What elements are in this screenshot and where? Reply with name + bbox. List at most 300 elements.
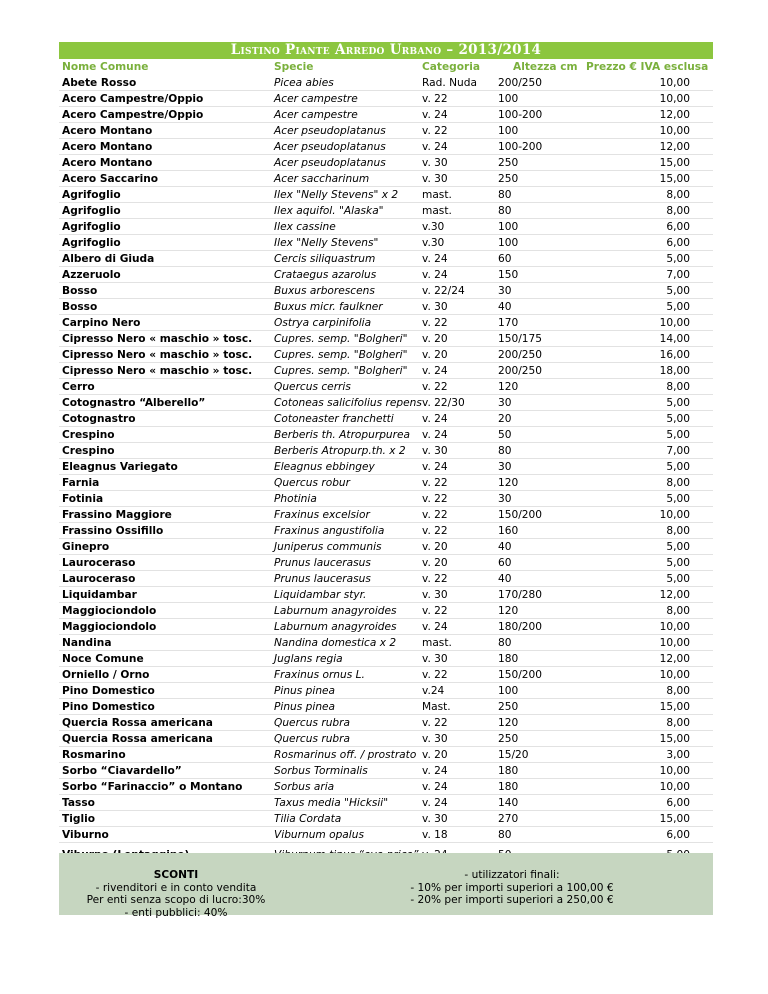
cell-name: Agrifoglio <box>62 221 121 233</box>
cell-height: 80 <box>498 205 512 217</box>
cell-species: Pinus pinea <box>274 685 336 697</box>
table-row <box>59 491 713 507</box>
page-title: Listino Piante Arredo Urbano – 2013/2014 <box>230 42 542 58</box>
cell-category: v. 22 <box>422 509 448 521</box>
cell-name: Tiglio <box>62 813 95 825</box>
cell-height: 180 <box>498 781 519 793</box>
cell-category: v. 24 <box>422 253 448 265</box>
cell-height: 100-200 <box>498 109 543 121</box>
table-row <box>59 235 713 251</box>
cell-species: Acer saccharinum <box>274 173 370 185</box>
table-row <box>59 187 713 203</box>
cell-species: Photinia <box>274 493 317 505</box>
cell-price: 15,00 <box>659 157 690 169</box>
cell-name: Sorbo “Ciavardello” <box>62 765 182 777</box>
cell-species: Quercus rubra <box>274 733 350 745</box>
cell-category: v. 22 <box>422 717 448 729</box>
cell-species: Prunus laucerasus <box>274 557 371 569</box>
cell-price: 5,00 <box>666 301 690 313</box>
cell-height: 150/200 <box>498 669 543 681</box>
cell-category: v. 22 <box>422 573 448 585</box>
cell-name: Cipresso Nero « maschio » tosc. <box>62 349 253 361</box>
discounts-box <box>59 853 713 919</box>
cell-price: 6,00 <box>666 221 690 233</box>
cell-category: v. 20 <box>422 333 448 345</box>
cell-name: Azzeruolo <box>62 269 121 281</box>
cell-species: Cercis siliquastrum <box>274 253 376 265</box>
cell-name: Maggiociondolo <box>62 605 157 617</box>
cell-species: Tilia Cordata <box>274 813 342 825</box>
cell-category: mast. <box>422 205 452 217</box>
cell-price: 5,00 <box>666 541 690 553</box>
cell-category: Mast. <box>422 701 451 713</box>
table-row <box>59 507 713 523</box>
cell-name: Bosso <box>62 285 98 297</box>
discount-line: - utilizzatori finali: <box>464 869 560 881</box>
cell-category: v. 24 <box>422 797 448 809</box>
cell-price: 8,00 <box>666 685 690 697</box>
table-row <box>59 91 713 107</box>
cell-species: Buxus arborescens <box>274 285 375 297</box>
header-name: Nome Comune <box>62 61 149 73</box>
cell-species: Liquidambar styr. <box>274 589 367 601</box>
cell-price: 10,00 <box>659 637 690 649</box>
cell-species: Berberis Atropurp.th. x 2 <box>274 445 406 457</box>
cell-height: 80 <box>498 189 512 201</box>
cell-price: 5,00 <box>666 429 690 441</box>
cell-height: 80 <box>498 637 512 649</box>
cell-name: Frassino Maggiore <box>62 509 172 521</box>
cell-name: Abete Rosso <box>62 77 137 89</box>
cell-price: 7,00 <box>666 269 690 281</box>
cell-price: 8,00 <box>666 525 690 537</box>
cell-price: 15,00 <box>659 173 690 185</box>
cell-height: 180 <box>498 653 519 665</box>
discount-line: - enti pubblici: 40% <box>124 906 228 919</box>
cell-category: v. 22/24 <box>422 285 465 297</box>
table-row <box>59 619 713 635</box>
cell-height: 180 <box>498 765 519 777</box>
table-row <box>59 795 713 811</box>
cell-price: 7,00 <box>666 445 690 457</box>
cell-category: v. 24 <box>422 413 448 425</box>
cell-price: 8,00 <box>666 205 690 217</box>
cell-height: 140 <box>498 797 519 809</box>
cell-name: Acero Montano <box>62 141 153 153</box>
cell-name: Sorbo “Farinaccio” o Montano <box>62 781 243 793</box>
cell-species: Fraxinus excelsior <box>274 509 370 521</box>
cell-category: v. 20 <box>422 349 448 361</box>
cell-height: 120 <box>498 605 519 617</box>
cell-name: Lauroceraso <box>62 557 136 569</box>
cell-species: Acer campestre <box>274 109 358 121</box>
cell-height: 200/250 <box>498 349 543 361</box>
table-row <box>59 779 713 795</box>
cell-price: 10,00 <box>659 77 690 89</box>
discount-line: - 10% per importi superiori a 100,00 € <box>410 881 614 894</box>
cell-price: 15,00 <box>659 701 690 713</box>
cell-height: 180/200 <box>498 621 543 633</box>
cell-price: 5,00 <box>666 285 690 297</box>
cell-category: v. 24 <box>422 141 448 153</box>
cell-name: Agrifoglio <box>62 205 121 217</box>
cell-price: 10,00 <box>659 669 690 681</box>
table-row <box>59 283 713 299</box>
cell-price: 15,00 <box>659 813 690 825</box>
cell-height: 170 <box>498 317 519 329</box>
cell-name: Cerro <box>62 381 95 393</box>
cell-category: v. 22 <box>422 125 448 137</box>
discounts-title: SCONTI <box>153 869 199 881</box>
cell-height: 40 <box>498 541 512 553</box>
cell-height: 150/175 <box>498 333 543 345</box>
table-row <box>59 603 713 619</box>
cell-price: 18,00 <box>659 365 690 377</box>
cell-height: 100 <box>498 221 519 233</box>
cell-species: Juglans regia <box>274 653 343 665</box>
cell-name: Carpino Nero <box>62 317 141 329</box>
table-row <box>59 827 713 843</box>
cell-price: 10,00 <box>659 621 690 633</box>
cell-name: Orniello / Orno <box>62 669 150 681</box>
table-row <box>59 571 713 587</box>
cell-name: Cipresso Nero « maschio » tosc. <box>62 333 253 345</box>
cell-category: v. 22 <box>422 381 448 393</box>
cell-height: 30 <box>498 461 512 473</box>
table-row <box>59 539 713 555</box>
cell-species: Cupres. semp. "Bolgheri" <box>274 365 408 377</box>
cell-name: Viburno <box>62 829 109 841</box>
cell-price: 8,00 <box>666 605 690 617</box>
cell-species: Crataegus azarolus <box>274 269 377 281</box>
discounts-right <box>377 869 647 907</box>
cell-category: v.24 <box>422 685 445 697</box>
cell-species: Buxus micr. faulkner <box>274 301 383 313</box>
cell-category: v. 20 <box>422 557 448 569</box>
cell-height: 20 <box>498 413 512 425</box>
table-row <box>59 219 713 235</box>
cell-category: v. 30 <box>422 653 448 665</box>
cell-height: 100 <box>498 125 519 137</box>
cell-species: Cotoneaster franchetti <box>274 413 394 425</box>
cell-category: v. 22 <box>422 317 448 329</box>
table-row <box>59 811 713 827</box>
cell-species: Prunus laucerasus <box>274 573 371 585</box>
cell-category: v. 30 <box>422 589 448 601</box>
table-row <box>59 347 713 363</box>
table-row <box>59 331 713 347</box>
cell-price: 15,00 <box>659 733 690 745</box>
cell-height: 30 <box>498 493 512 505</box>
table-row <box>59 379 713 395</box>
cell-category: v. 30 <box>422 733 448 745</box>
cell-name: Pino Domestico <box>62 685 155 697</box>
table-row <box>59 651 713 667</box>
cell-price: 5,00 <box>666 493 690 505</box>
cell-price: 5,00 <box>666 461 690 473</box>
cell-name: Liquidambar <box>62 589 137 601</box>
header-category: Categoria <box>422 61 481 73</box>
cell-height: 80 <box>498 445 512 457</box>
cell-species: Cotoneas salicifolius repens <box>274 397 422 409</box>
cell-category: v. 24 <box>422 269 448 281</box>
cell-species: Nandina domestica x 2 <box>274 637 397 649</box>
table-row <box>59 443 713 459</box>
cell-category: v.30 <box>422 237 445 249</box>
cell-species: Ilex cassine <box>274 221 336 233</box>
discount-line: - rivenditori e in conto vendita <box>95 881 257 894</box>
cell-name: Fotinia <box>62 493 104 505</box>
cell-name: Farnia <box>62 477 100 489</box>
cell-price: 6,00 <box>666 797 690 809</box>
cell-species: Cupres. semp. "Bolgheri" <box>274 349 408 361</box>
cell-category: v. 24 <box>422 765 448 777</box>
table-row <box>59 763 713 779</box>
cell-height: 150 <box>498 269 519 281</box>
cell-species: Pinus pinea <box>274 701 336 713</box>
cell-name: Rosmarino <box>62 749 126 761</box>
cell-category: mast. <box>422 637 452 649</box>
cell-category: v.30 <box>422 221 445 233</box>
cell-height: 30 <box>498 397 512 409</box>
cell-species: Sorbus aria <box>274 781 335 793</box>
cell-height: 50 <box>498 429 512 441</box>
cell-height: 30 <box>498 285 512 297</box>
cell-name: Albero di Giuda <box>62 253 155 265</box>
cell-name: Cipresso Nero « maschio » tosc. <box>62 365 253 377</box>
table-row <box>59 139 713 155</box>
cell-category: v. 24 <box>422 109 448 121</box>
cell-name: Crespino <box>62 445 115 457</box>
cell-name: Maggiociondolo <box>62 621 157 633</box>
cell-price: 5,00 <box>666 397 690 409</box>
table-row <box>59 427 713 443</box>
cell-category: v. 30 <box>422 301 448 313</box>
cell-height: 60 <box>498 253 512 265</box>
cell-name: Agrifoglio <box>62 237 121 249</box>
cell-height: 60 <box>498 557 512 569</box>
cell-price: 12,00 <box>659 653 690 665</box>
table-row <box>59 315 713 331</box>
table-row <box>59 363 713 379</box>
cell-species: Laburnum anagyroides <box>274 605 397 617</box>
cell-price: 8,00 <box>666 189 690 201</box>
table-row <box>59 155 713 171</box>
table-row <box>59 299 713 315</box>
cell-species: Acer pseudoplatanus <box>274 141 386 153</box>
cell-height: 120 <box>498 381 519 393</box>
cell-category: v. 22 <box>422 477 448 489</box>
cell-name: Cotognastro “Alberello” <box>62 397 206 409</box>
cell-species: Viburnum opalus <box>274 829 364 841</box>
price-table <box>59 75 713 864</box>
cell-name: Agrifoglio <box>62 189 121 201</box>
cell-category: v. 24 <box>422 621 448 633</box>
table-row <box>59 587 713 603</box>
cell-species: Quercus cerris <box>274 381 351 393</box>
cell-height: 40 <box>498 573 512 585</box>
cell-height: 120 <box>498 717 519 729</box>
cell-species: Acer pseudoplatanus <box>274 125 386 137</box>
table-row <box>59 251 713 267</box>
cell-price: 16,00 <box>659 349 690 361</box>
cell-category: v. 18 <box>422 829 448 841</box>
table-row <box>59 715 713 731</box>
cell-name: Acero Montano <box>62 125 153 137</box>
header-height: Altezza cm <box>513 61 578 73</box>
cell-price: 5,00 <box>666 557 690 569</box>
cell-category: v. 24 <box>422 781 448 793</box>
discount-line: - 20% per importi superiori a 250,00 € <box>410 894 614 906</box>
cell-category: v. 22 <box>422 525 448 537</box>
cell-price: 6,00 <box>666 237 690 249</box>
table-row <box>59 395 713 411</box>
cell-height: 200/250 <box>498 365 543 377</box>
cell-species: Sorbus Torminalis <box>274 765 368 777</box>
header-species: Specie <box>274 61 314 73</box>
cell-species: Cupres. semp. "Bolgheri" <box>274 333 408 345</box>
cell-price: 3,00 <box>666 749 690 761</box>
cell-name: Cotognastro <box>62 413 136 425</box>
table-row <box>59 75 713 91</box>
cell-height: 270 <box>498 813 519 825</box>
cell-price: 5,00 <box>666 253 690 265</box>
cell-category: v. 24 <box>422 365 448 377</box>
cell-height: 200/250 <box>498 77 543 89</box>
cell-height: 150/200 <box>498 509 543 521</box>
cell-species: Laburnum anagyroides <box>274 621 397 633</box>
table-row <box>59 411 713 427</box>
cell-price: 12,00 <box>659 109 690 121</box>
cell-price: 8,00 <box>666 381 690 393</box>
cell-height: 160 <box>498 525 519 537</box>
cell-species: Taxus media "Hicksii" <box>274 797 389 809</box>
cell-species: Acer campestre <box>274 93 358 105</box>
cell-price: 10,00 <box>659 781 690 793</box>
cell-species: Ilex "Nelly Stevens" <box>274 237 379 249</box>
cell-category: v. 22 <box>422 605 448 617</box>
table-row <box>59 747 713 763</box>
cell-height: 120 <box>498 477 519 489</box>
cell-name: Lauroceraso <box>62 573 136 585</box>
cell-species: Picea abies <box>274 77 334 89</box>
cell-name: Quercia Rossa americana <box>62 717 213 729</box>
cell-price: 6,00 <box>666 829 690 841</box>
cell-category: v. 24 <box>422 429 448 441</box>
cell-species: Quercus robur <box>274 477 350 489</box>
cell-height: 250 <box>498 733 519 745</box>
cell-category: v. 20 <box>422 749 448 761</box>
cell-height: 15/20 <box>498 749 529 761</box>
table-row <box>59 523 713 539</box>
cell-name: Acero Campestre/Oppio <box>62 93 204 105</box>
cell-name: Eleagnus Variegato <box>62 461 178 473</box>
cell-name: Acero Saccarino <box>62 173 159 185</box>
cell-category: v. 30 <box>422 445 448 457</box>
cell-height: 250 <box>498 173 519 185</box>
cell-name: Noce Comune <box>62 653 144 665</box>
discount-line: Per enti senza scopo di lucro:30% <box>86 894 266 906</box>
cell-name: Nandina <box>62 637 112 649</box>
cell-category: v. 20 <box>422 541 448 553</box>
cell-height: 100 <box>498 685 519 697</box>
cell-price: 10,00 <box>659 765 690 777</box>
cell-category: mast. <box>422 189 452 201</box>
table-row <box>59 555 713 571</box>
header-price: Prezzo € IVA esclusa <box>586 61 709 73</box>
cell-price: 10,00 <box>659 317 690 329</box>
cell-species: Fraxinus angustifolia <box>274 525 385 537</box>
cell-height: 250 <box>498 701 519 713</box>
cell-name: Quercia Rossa americana <box>62 733 213 745</box>
cell-species: Ilex aquifol. "Alaska" <box>274 205 384 217</box>
table-row <box>59 731 713 747</box>
cell-category: v. 22/30 <box>422 397 465 409</box>
table-row <box>59 475 713 491</box>
cell-height: 100-200 <box>498 141 543 153</box>
cell-category: v. 24 <box>422 461 448 473</box>
cell-species: Acer pseudoplatanus <box>274 157 386 169</box>
cell-height: 100 <box>498 93 519 105</box>
cell-species: Quercus rubra <box>274 717 350 729</box>
table-row <box>59 107 713 123</box>
cell-height: 40 <box>498 301 512 313</box>
cell-name: Tasso <box>62 797 95 809</box>
cell-price: 12,00 <box>659 141 690 153</box>
discounts-left <box>59 869 293 919</box>
table-row <box>59 267 713 283</box>
cell-height: 170/280 <box>498 589 543 601</box>
cell-price: 8,00 <box>666 477 690 489</box>
cell-name: Pino Domestico <box>62 701 155 713</box>
cell-price: 5,00 <box>666 413 690 425</box>
cell-category: v. 22 <box>422 669 448 681</box>
cell-height: 250 <box>498 157 519 169</box>
cell-category: v. 30 <box>422 173 448 185</box>
cell-height: 80 <box>498 829 512 841</box>
cell-species: Ostrya carpinifolia <box>274 317 372 329</box>
cell-name: Acero Montano <box>62 157 153 169</box>
cell-category: v. 22 <box>422 493 448 505</box>
cell-price: 10,00 <box>659 125 690 137</box>
cell-species: Ilex "Nelly Stevens" x 2 <box>274 189 399 201</box>
table-row <box>59 683 713 699</box>
cell-name: Ginepro <box>62 541 110 553</box>
cell-species: Rosmarinus off. / prostrato <box>274 749 417 761</box>
cell-species: Juniperus communis <box>274 541 382 553</box>
table-row <box>59 171 713 187</box>
cell-price: 14,00 <box>659 333 690 345</box>
cell-name: Bosso <box>62 301 98 313</box>
cell-name: Frassino Ossifillo <box>62 525 164 537</box>
table-row <box>59 203 713 219</box>
table-row <box>59 667 713 683</box>
cell-name: Acero Campestre/Oppio <box>62 109 204 121</box>
cell-price: 10,00 <box>659 93 690 105</box>
cell-category: v. 22 <box>422 93 448 105</box>
table-row <box>59 459 713 475</box>
table-row <box>59 635 713 651</box>
cell-species: Eleagnus ebbingey <box>274 461 375 473</box>
table-row <box>59 123 713 139</box>
cell-price: 8,00 <box>666 717 690 729</box>
cell-category: v. 30 <box>422 813 448 825</box>
cell-height: 100 <box>498 237 519 249</box>
cell-price: 5,00 <box>666 573 690 585</box>
cell-species: Berberis th. Atropurpurea <box>274 429 411 441</box>
cell-price: 10,00 <box>659 509 690 521</box>
cell-name: Crespino <box>62 429 115 441</box>
